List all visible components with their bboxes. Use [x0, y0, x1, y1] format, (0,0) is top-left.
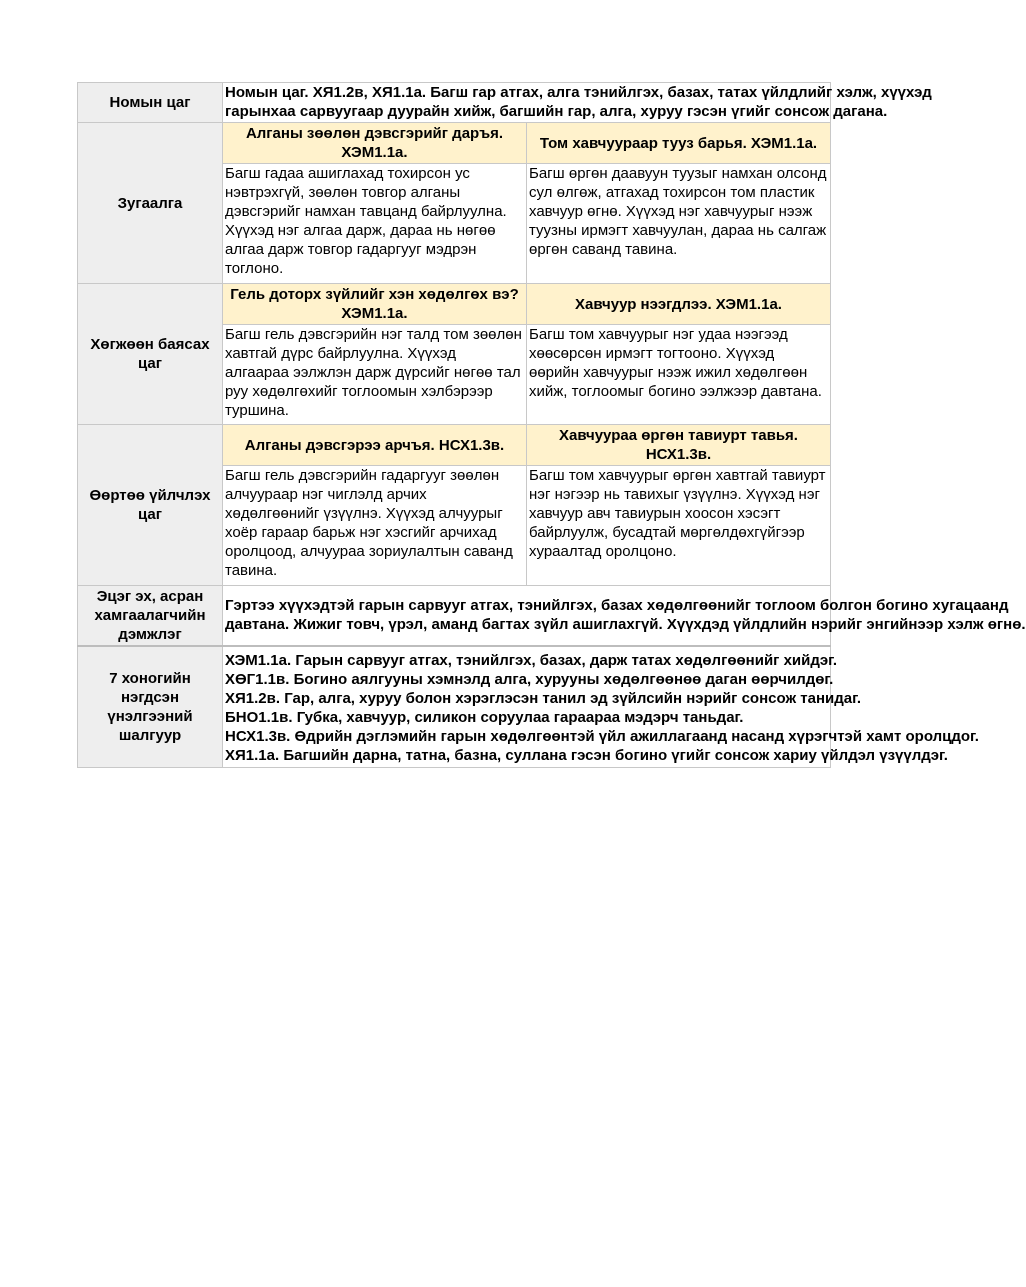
book-time-content [223, 83, 932, 123]
fun-activity-title-right: Хавчуур нээгдлээ. ХЭМ1.1а. [527, 284, 831, 325]
walk-activity-title-left: Алганы зөөлөн дэвсгэрийг даръя. ХЭМ1.1а. [223, 123, 527, 164]
row-selfcare-header [78, 425, 831, 466]
row-label-weekly-assessment: 7 хоногийн нэгдсэн үнэлгээний шалгуур [78, 646, 223, 768]
assessment-criterion: ХЭМ1.1а. Гарын сарвууг атгах, тэнийлгэх, базах, дарж татах хөдөлгөөнийг хийдэг. [225, 651, 838, 669]
row-label-parent-support: Эцэг эх, асран хамгаалагчийн дэмжлэг [78, 586, 223, 646]
row-label-walk: Зугаалга [78, 123, 223, 284]
book-time-line: Номын цаг. ХЯ1.2в, ХЯ1.1а. Багш гар атгах, алга тэнийлгэх, базах, татах үйлдлийг хэлж, хүүхэд [225, 84, 932, 101]
walk-activity-desc-left: Багш гадаа ашиглахад тохирсон ус нэвтрэхгүй, зөөлөн товгор алганы дэвсгэрийг намхан тавцанд байрлуулна. Хүүхэд нэг алгаа дарж, дараа нь нөгөө алгаа дарж товгор гадаргууг мэдрэн тоглоно. [223, 164, 527, 284]
selfcare-activity-title-left: Алганы дэвсгэрээ арчъя. НСХ1.3в. [223, 425, 527, 466]
parent-support-line: Гэртээ хүүхэдтэй гарын сарвууг атгах, тэнийлгэх, базах хөдөлгөөнийг тоглоом болгон богино хугацаанд [225, 597, 1009, 615]
fun-activity-desc-left: Багш гель дэвсгэрийн нэг талд том зөөлөн хавтгай дүрс байрлуулна. Хүүхэд алгаараа ээлжлэн дарж дүрсийг нөгөө тал руу хөдөлгөхийг тоглоомын хэлбэрээр туршина. [223, 325, 527, 425]
row-label-book-time: Номын цаг [78, 83, 223, 123]
fun-activity-title-left: Гель доторх зүйлийг хэн хөдөлгөх вэ? ХЭМ1.1а. [223, 284, 527, 325]
selfcare-activity-desc-right: Багш том хавчуурыг өргөн хавтгай тавиурт нэг нэгээр нь тавихыг үзүүлнэ. Хүүхэд нэг хавчуур авч тавиурын хоосон хэсэгт байрлуулж, бусадтай мөргөлдөхгүйгээр хураалтад оролцоно. [527, 466, 831, 586]
row-weekly-assessment [78, 646, 831, 768]
assessment-criterion: БНО1.1в. Губка, хавчуур, силикон соруулаа гараараа мэдэрч таньдаг. [225, 708, 744, 726]
row-walk-header [78, 123, 831, 164]
row-parent-support [78, 586, 831, 646]
assessment-criterion: ХЯ1.2в. Гар, алга, хуруу болон хэрэглэсэн танил эд зүйлсийн нэрийг сонсож танидаг. [225, 689, 862, 707]
assessment-criterion: ХӨГ1.1в. Богино аялгууны хэмнэлд алга, хурууны хөдөлгөөнөө даган өөрчилдөг. [225, 670, 834, 688]
row-book-time [78, 83, 831, 123]
weekly-plan-table [77, 82, 1026, 768]
parent-support-content [223, 586, 1026, 646]
book-time-line: гарынхаа сарвуугаар дуурайн хийж, багшийн гар, алга, хуруу гэсэн үгийг сонсож дагана. [225, 103, 888, 120]
parent-support-line: давтана. Жижиг товч, үрэл, аманд багтах зүйл ашиглахгүй. Хүүхдэд үйлдлийн нэрийг энгийнээр хэлж өгнө. [225, 616, 1026, 634]
row-label-fun-time: Хөгжөөн баясах цаг [78, 284, 223, 425]
row-label-selfcare: Өөртөө үйлчлэх цаг [78, 425, 223, 586]
fun-activity-desc-right: Багш том хавчуурыг нэг удаа нээгээд хөөсөрсөн ирмэгт тогтооно. Хүүхэд өөрийн хавчуурыг нээж ижил хөдөлгөөн хийж, тоглоомыг богино ээлжээр давтана. [527, 325, 831, 425]
walk-activity-desc-right: Багш өргөн даавуун туузыг намхан олсонд сул өлгөж, атгахад тохирсон том пластик хавчуур өгнө. Хүүхэд нэг хавчуурыг нээж туузны ирмэгт хавчуулан, дараа нь салгаж өргөн саванд тавина. [527, 164, 831, 284]
assessment-criterion: НСХ1.3в. Өдрийн дэглэмийн гарын хөдөлгөөнтэй үйл ажиллагаанд насанд хүрэгчтэй хамт оролцдог. [225, 727, 979, 745]
walk-activity-title-right: Том хавчуураар тууз барья. ХЭМ1.1а. [527, 123, 831, 164]
row-fun-header [78, 284, 831, 325]
assessment-criterion: ХЯ1.1а. Багшийн дарна, татна, базна, суллана гэсэн богино үгийг сонсож хариу үйлдэл үзүүлдэг. [225, 746, 948, 764]
selfcare-activity-title-right: Хавчуураа өргөн тавиурт тавья. НСХ1.3в. [527, 425, 831, 466]
weekly-assessment-content [223, 646, 979, 768]
selfcare-activity-desc-left: Багш гель дэвсгэрийн гадаргууг зөөлөн алчуураар нэг чиглэлд арчих хөдөлгөөнийг үзүүлнэ. Хүүхэд алчуурыг хоёр гараар барьж нэг хэсгийг арчихад оролцоод, алчуураа зориулалтын саванд тавина. [223, 466, 527, 586]
weekly-plan-sheet [77, 82, 1026, 768]
